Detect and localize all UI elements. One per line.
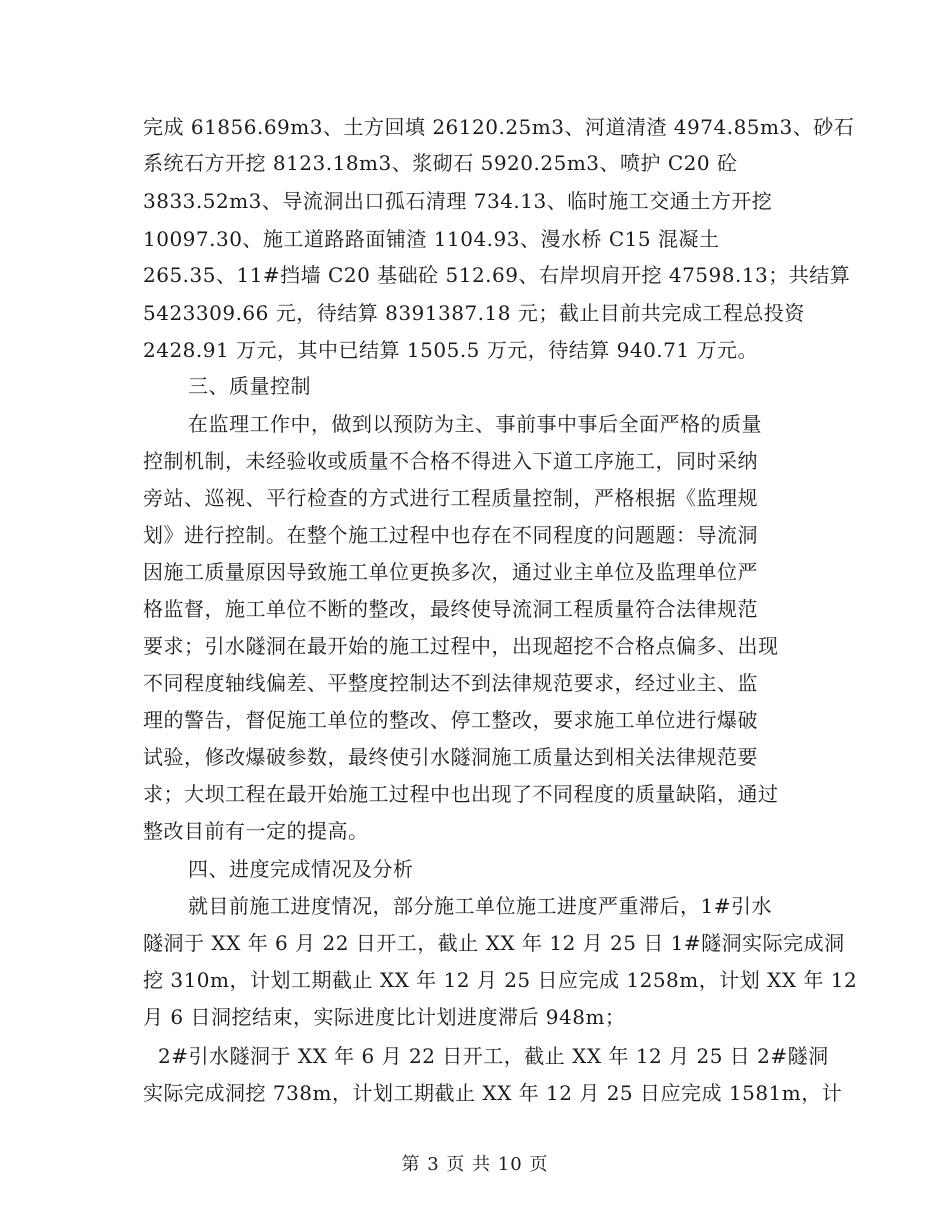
body-line: 控制机制，未经验收或质量不合格不得进入下道工序施工，同时采纳 [143,449,758,473]
section-heading-progress: 四、进度完成情况及分析 [188,857,414,881]
body-line: 划》进行控制。在整个施工过程中也存在不同程度的问题题：导流洞 [143,523,758,547]
body-line: 格监督，施工单位不断的整改，最终使导流洞工程质量符合法律规范 [143,597,758,621]
body-line: 月 6 日洞挖结束，实际进度比计划进度滞后 948m； [143,1005,626,1029]
body-line: 2428.91 万元，其中已结算 1505.5 万元，待结算 940.71 万元。 [143,338,758,362]
body-line: 求；大坝工程在最开始施工过程中也出现了不同程度的质量缺陷，通过 [143,782,779,806]
body-line: 系统石方开挖 8123.18m3、浆砌石 5920.25m3、喷护 C20 砼 [143,151,738,175]
body-line: 就目前施工进度情况，部分施工单位施工进度严重滞后，1#引水 [188,894,772,918]
body-line: 整改目前有一定的提高。 [143,819,369,843]
body-line: 3833.52m3、导流洞出口孤石清理 734.13、临时施工交通土方开挖 [143,189,773,213]
body-line: 265.35、11#挡墙 C20 基础砼 512.69、右岸坝肩开挖 47598.13；共结算 [143,263,851,287]
body-line: 不同程度轴线偏差、平整度控制达不到法律规范要求，经过业主、监 [143,671,758,695]
body-line: 实际完成洞挖 738m，计划工期截止 XX 年 12 月 25 日应完成 1581m，计 [143,1081,843,1105]
body-line: 挖 310m，计划工期截止 XX 年 12 月 25 日应完成 1258m，计划 XX 年 12 [143,968,858,992]
body-line: 10097.30、施工道路路面铺渣 1104.93、漫水桥 C15 混凝土 [143,227,720,251]
body-line: 因施工质量原因导致施工单位更换多次，通过业主单位及监理单位严 [143,560,758,584]
body-line: 旁站、巡视、平行检查的方式进行工程质量控制，严格根据《监理规 [143,486,758,510]
page-number-footer: 第 3 页 共 10 页 [401,1154,549,1175]
body-line: 要求；引水隧洞在最开始的施工过程中，出现超挖不合格点偏多、出现 [143,634,779,658]
body-line: 隧洞于 XX 年 6 月 22 日开工，截止 XX 年 12 月 25 日 1#隧洞实际完成洞 [143,931,845,955]
section-heading-quality-control: 三、质量控制 [188,374,311,398]
body-line: 5423309.66 元，待结算 8391387.18 元；截止目前共完成工程总投资 [143,301,805,325]
body-line: 理的警告，督促施工单位的整改、停工整改，要求施工单位进行爆破 [143,708,758,732]
body-line: 2#引水隧洞于 XX 年 6 月 22 日开工，截止 XX 年 12 月 25 日 2#隧洞 [158,1044,829,1068]
body-line: 在监理工作中，做到以预防为主、事前事中事后全面严格的质量 [188,412,762,436]
body-line: 试验，修改爆破参数，最终使引水隧洞施工质量达到相关法律规范要 [143,745,758,769]
body-line: 完成 61856.69m3、土方回填 26120.25m3、河道清渣 4974.85m3、砂石 [143,115,855,139]
